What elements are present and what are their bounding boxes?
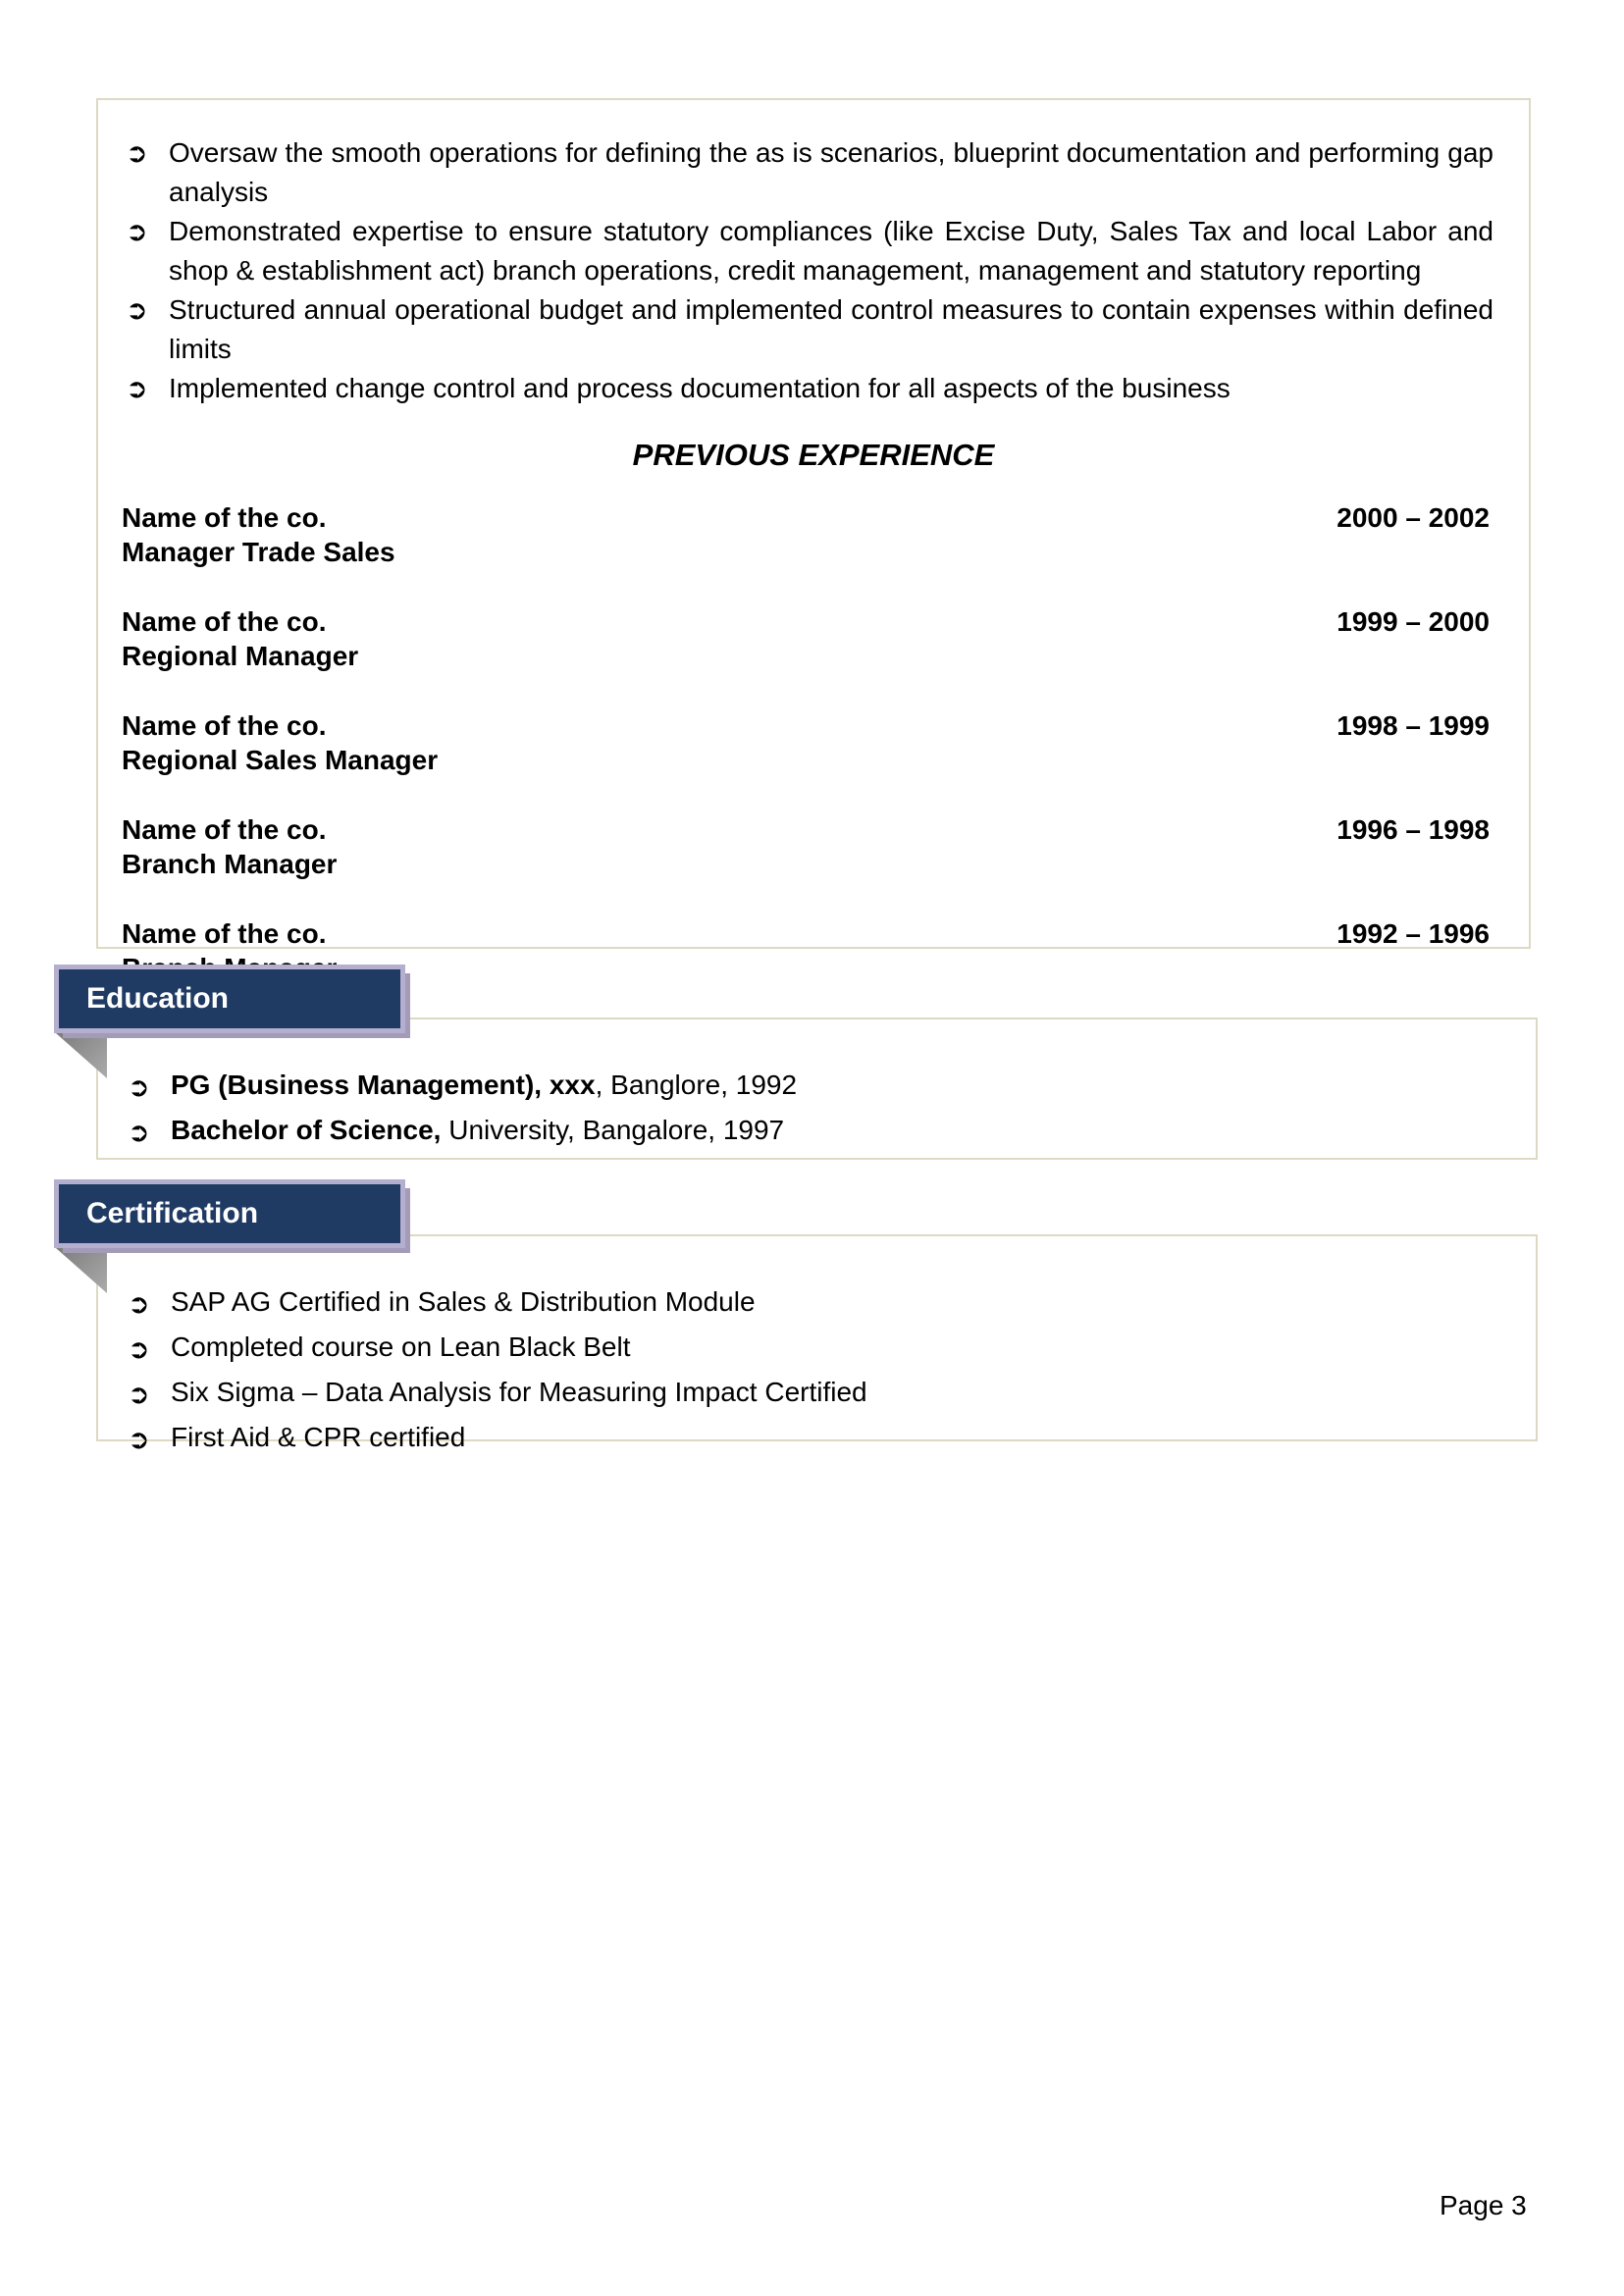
arrow-bullet-icon: ➲ bbox=[126, 138, 148, 168]
jobs-list bbox=[122, 500, 1490, 985]
previous-experience-title: PREVIOUS EXPERIENCE bbox=[632, 438, 995, 472]
education-list bbox=[98, 1019, 1536, 1153]
arrow-bullet-icon: ➲ bbox=[128, 1072, 150, 1102]
list-item bbox=[128, 1063, 1496, 1108]
list-item bbox=[128, 1415, 1496, 1460]
job-entry bbox=[122, 812, 1490, 881]
job-entry bbox=[122, 604, 1490, 673]
summary-bullet-text: Implemented change control and process documentation for all aspects of the business bbox=[169, 373, 1231, 403]
certification-section bbox=[96, 1234, 1538, 1454]
education-item-degree: Bachelor of Science, bbox=[171, 1115, 442, 1145]
job-period: 1992 – 1996 bbox=[1336, 918, 1490, 949]
job-period: 1998 – 1999 bbox=[1336, 710, 1490, 741]
list-item bbox=[126, 369, 1493, 408]
job-company: Name of the co. bbox=[122, 814, 327, 845]
fold-triangle bbox=[56, 1248, 107, 1293]
list-item bbox=[126, 290, 1493, 369]
certification-item-text: Completed course on Lean Black Belt bbox=[171, 1331, 631, 1362]
education-item-detail: , Banglore, 1992 bbox=[595, 1070, 798, 1100]
fold-triangle bbox=[56, 1033, 107, 1078]
job-entry bbox=[122, 500, 1490, 569]
job-company: Name of the co. bbox=[122, 710, 327, 741]
job-entry bbox=[122, 708, 1490, 777]
list-item bbox=[128, 1325, 1496, 1370]
certification-header bbox=[54, 1179, 405, 1248]
summary-section bbox=[96, 98, 1531, 949]
arrow-bullet-icon: ➲ bbox=[128, 1425, 150, 1454]
education-item-degree: PG (Business Management), xxx bbox=[171, 1070, 596, 1100]
arrow-bullet-icon: ➲ bbox=[126, 374, 148, 403]
certification-item-text: SAP AG Certified in Sales & Distribution Module bbox=[171, 1286, 756, 1317]
list-item bbox=[128, 1279, 1496, 1325]
arrow-bullet-icon: ➲ bbox=[128, 1118, 150, 1147]
arrow-bullet-icon: ➲ bbox=[126, 217, 148, 246]
education-item-detail: University, Bangalore, 1997 bbox=[441, 1115, 785, 1145]
list-item bbox=[126, 212, 1493, 290]
education-header-label: Education bbox=[86, 982, 230, 1015]
summary-bullet-text: Demonstrated expertise to ensure statutory compliances (like Excise Duty, Sales Tax and local Labor and shop & establishment act) branch operations, credit management, management and statutory reporting bbox=[169, 216, 1493, 286]
certification-item-text: Six Sigma – Data Analysis for Measuring Impact Certified bbox=[171, 1377, 867, 1407]
summary-bullet-text: Oversaw the smooth operations for defining the as is scenarios, blueprint documentation and performing gap analysis bbox=[169, 137, 1493, 207]
summary-bullet-text: Structured annual operational budget and implemented control measures to contain expenses within defined limits bbox=[169, 294, 1493, 364]
certification-header-label: Certification bbox=[86, 1197, 259, 1229]
arrow-bullet-icon: ➲ bbox=[128, 1380, 150, 1409]
job-company: Name of the co. bbox=[122, 606, 327, 637]
list-item bbox=[128, 1108, 1496, 1153]
certification-item-text: First Aid & CPR certified bbox=[171, 1422, 466, 1452]
job-company: Name of the co. bbox=[122, 502, 327, 533]
education-section bbox=[96, 1018, 1538, 1160]
job-company: Name of the co. bbox=[122, 918, 327, 949]
arrow-bullet-icon: ➲ bbox=[128, 1289, 150, 1319]
page-number: Page 3 bbox=[1440, 2190, 1527, 2220]
list-item bbox=[128, 1370, 1496, 1415]
education-header-box bbox=[54, 965, 405, 1033]
arrow-bullet-icon: ➲ bbox=[128, 1334, 150, 1364]
arrow-bullet-icon: ➲ bbox=[126, 295, 148, 325]
certification-header-box bbox=[54, 1179, 405, 1248]
job-period: 2000 – 2002 bbox=[1336, 502, 1490, 533]
job-title: Manager Trade Sales bbox=[122, 537, 395, 567]
job-title: Branch Manager bbox=[122, 849, 338, 879]
certification-list bbox=[98, 1236, 1536, 1460]
job-period: 1999 – 2000 bbox=[1336, 606, 1490, 637]
job-period: 1996 – 1998 bbox=[1336, 814, 1490, 845]
summary-bullet-list bbox=[98, 133, 1493, 408]
education-header bbox=[54, 965, 405, 1033]
job-title: Regional Manager bbox=[122, 641, 359, 671]
list-item bbox=[126, 133, 1493, 212]
job-title: Regional Sales Manager bbox=[122, 745, 439, 775]
